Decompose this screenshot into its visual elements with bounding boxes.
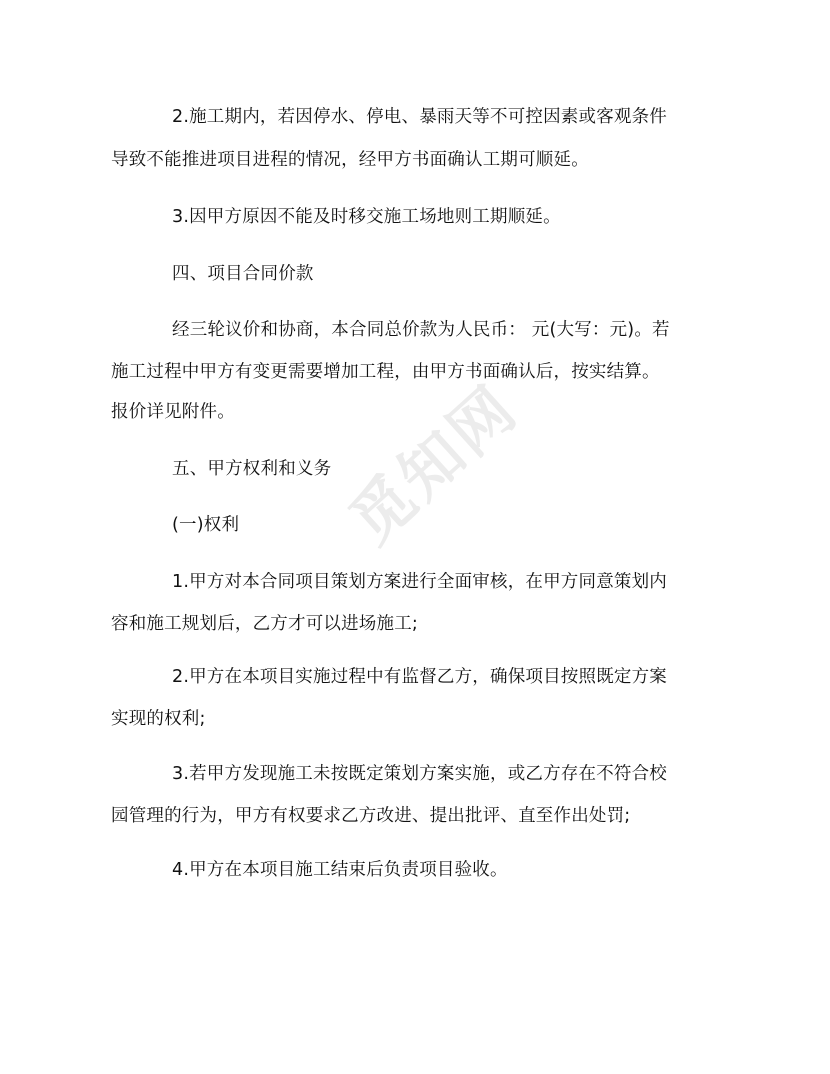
paragraph-line: 实现的权利; [111,709,206,729]
paragraph-line: 经三轮议价和协商，本合同总价款为人民币： 元(大写：元)。若 [172,320,670,340]
section-heading: 五、甲方权利和义务 [172,459,332,479]
paragraph-line: 3.若甲方发现施工未按既定策划方案实施，或乙方存在不符合校 [172,764,667,784]
paragraph-line: 1.甲方对本合同项目策划方案进行全面审核，在甲方同意策划内 [172,572,667,592]
paragraph-line: 园管理的行为，甲方有权要求乙方改进、提出批评、直至作出处罚; [111,806,631,826]
watermark-text: 觅知网 [335,370,532,558]
paragraph-line: 报价详见附件。 [111,402,235,422]
section-heading: 四、项目合同价款 [172,264,314,284]
paragraph-line: 2.施工期内，若因停水、停电、暴雨天等不可控因素或客观条件 [172,107,667,127]
paragraph-line: 导致不能推进项目进程的情况，经甲方书面确认工期可顺延。 [111,150,589,170]
paragraph-line: 4.甲方在本项目施工结束后负责项目验收。 [172,860,508,880]
paragraph-line: 容和施工规划后，乙方才可以进场施工; [111,614,418,634]
subsection-heading: (一)权利 [172,515,240,535]
paragraph-line: 施工过程中甲方有变更需要增加工程，由甲方书面确认后，按实结算。 [111,362,660,382]
paragraph-line: 3.因甲方原因不能及时移交施工场地则工期顺延。 [172,207,561,227]
paragraph-line: 2.甲方在本项目实施过程中有监督乙方，确保项目按照既定方案 [172,667,667,687]
